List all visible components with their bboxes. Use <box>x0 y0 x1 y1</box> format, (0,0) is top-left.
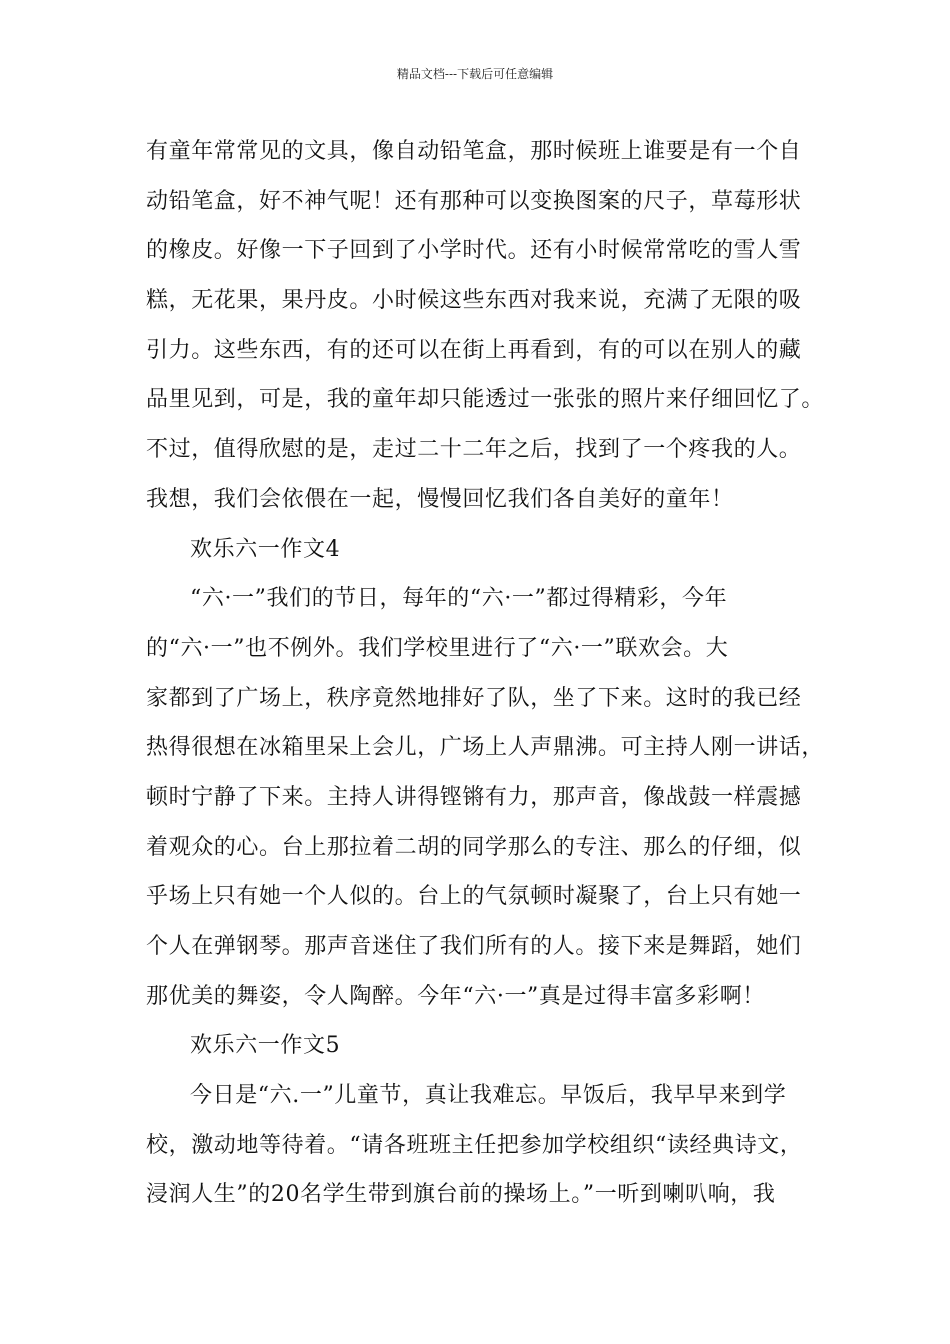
page-header: 精品文档---下载后可任意编辑 <box>396 67 554 81</box>
paragraph-start: 今日是“六.一”儿童节，真让我难忘。早饭后，我早早来到学 <box>190 1083 787 1109</box>
document-body <box>146 132 826 1225</box>
text-line: 乎场上只有她一个人似的。台上的气氛顿时凝聚了，台上只有她一 <box>146 884 802 910</box>
text-line: 引力。这些东西，有的还可以在街上再看到，有的可以在别人的藏 <box>146 337 802 363</box>
section-heading: 欢乐六一作文5 <box>190 1033 341 1059</box>
text-line: 那优美的舞姿，令人陶醉。今年“六·一”真是过得丰富多彩啊！ <box>146 983 765 1009</box>
paragraph-start: “六·一”我们的节日，每年的“六·一”都过得精彩，今年 <box>190 586 728 612</box>
text-line: 品里见到，可是，我的童年却只能透过一张张的照片来仔细回忆了。 <box>146 387 825 413</box>
text-line: 家都到了广场上，秩序竟然地排好了队，坐了下来。这时的我已经 <box>146 685 802 711</box>
text-line: 着观众的心。台上那拉着二胡的同学那么的专注、那么的仔细，似 <box>146 834 802 860</box>
text-line: 个人在弹钢琴。那声音迷住了我们所有的人。接下来是舞蹈，她们 <box>146 934 802 959</box>
text-line: 热得很想在冰箱里呆上会儿，广场上人声鼎沸。可主持人刚一讲话， <box>146 735 825 761</box>
section-heading: 欢乐六一作文4 <box>190 536 341 562</box>
text-line: 动铅笔盒，好不神气呢！还有那种可以变换图案的尺子，草莓形状 <box>146 188 802 214</box>
text-line: 浸润人生”的20名学生带到旗台前的操场上。”一听到喇叭响，我 <box>146 1182 776 1208</box>
text-line: 的“六·一”也不例外。我们学校里进行了“六·一”联欢会。大 <box>146 635 729 661</box>
text-line: 糕，无花果，果丹皮。小时候这些东西对我来说，充满了无限的吸 <box>146 288 802 314</box>
text-line: 有童年常常见的文具，像自动铅笔盒，那时候班上谁要是有一个自 <box>146 139 802 164</box>
text-line: 的橡皮。好像一下子回到了小学时代。还有小时候常常吃的雪人雪 <box>146 238 802 264</box>
text-line: 不过，值得欣慰的是，走过二十二年之后，找到了一个疼我的人。 <box>146 437 802 463</box>
text-line: 顿时宁静了下来。主持人讲得铿锵有力，那声音，像战鼓一样震撼 <box>146 784 802 810</box>
text-line: 我想，我们会依偎在一起，慢慢回忆我们各自美好的童年！ <box>146 486 734 512</box>
text-line: 校，激动地等待着。“请各班班主任把参加学校组织“读经典诗文， <box>146 1132 803 1158</box>
